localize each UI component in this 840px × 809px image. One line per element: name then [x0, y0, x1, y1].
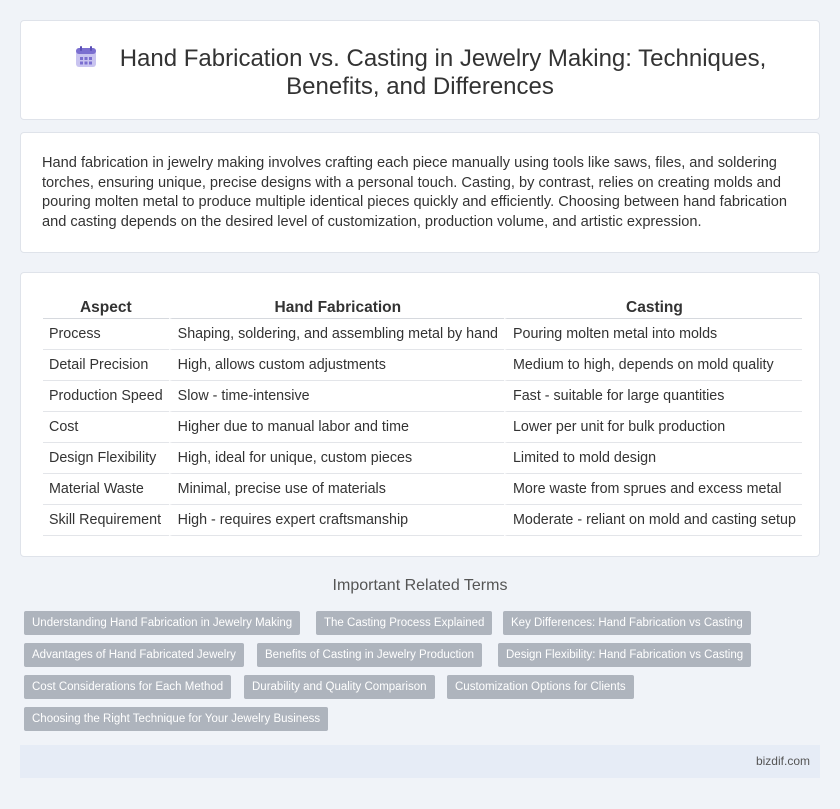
cell-casting: More waste from sprues and excess metal [504, 474, 802, 505]
related-terms-heading: Important Related Terms [332, 577, 508, 594]
related-term-tag[interactable]: Customization Options for Clients [447, 675, 634, 699]
intro-card [20, 132, 820, 253]
title-card [20, 20, 820, 120]
cell-aspect: Production Speed [43, 381, 169, 412]
cell-hand-fabrication: High - requires expert craftsmanship [169, 505, 504, 536]
table-row [43, 319, 802, 350]
title-line-2: Benefits, and Differences [286, 73, 554, 100]
cell-hand-fabrication: Higher due to manual labor and time [169, 412, 504, 443]
cell-aspect: Process [43, 319, 169, 350]
cell-aspect: Material Waste [43, 474, 169, 505]
table-row [43, 412, 802, 443]
header-casting: Casting [504, 297, 802, 319]
cell-hand-fabrication: Shaping, soldering, and assembling metal by hand [169, 319, 504, 350]
related-term-tag[interactable]: Key Differences: Hand Fabrication vs Casting [503, 611, 751, 635]
footer [20, 745, 820, 778]
cell-hand-fabrication: Minimal, precise use of materials [169, 474, 504, 505]
cell-casting: Pouring molten metal into molds [504, 319, 802, 350]
related-term-tag[interactable]: Benefits of Casting in Jewelry Production [257, 643, 482, 667]
calendar-icon [74, 45, 98, 69]
cell-hand-fabrication: Slow - time-intensive [169, 381, 504, 412]
related-term-tag[interactable]: The Casting Process Explained [316, 611, 492, 635]
table-row [43, 443, 802, 474]
title-line-1: Hand Fabrication vs. Casting in Jewelry Making: Techniques, [119, 45, 767, 72]
related-term-tag[interactable]: Durability and Quality Comparison [244, 675, 435, 699]
cell-aspect: Detail Precision [43, 350, 169, 381]
related-term-tag[interactable]: Design Flexibility: Hand Fabrication vs Casting [498, 643, 751, 667]
cell-casting: Moderate - reliant on mold and casting setup [504, 505, 802, 536]
related-term-tag[interactable]: Cost Considerations for Each Method [24, 675, 231, 699]
cell-aspect: Skill Requirement [43, 505, 169, 536]
footer-site-link[interactable]: bizdif.com [755, 754, 810, 768]
header-hand-fabrication: Hand Fabrication [169, 297, 504, 319]
table-row [43, 350, 802, 381]
cell-casting: Lower per unit for bulk production [504, 412, 802, 443]
related-term-tag[interactable]: Understanding Hand Fabrication in Jewelry Making [24, 611, 300, 635]
comparison-table [43, 297, 802, 536]
table-row [43, 505, 802, 536]
comparison-table-card [20, 272, 820, 557]
related-term-tag[interactable]: Choosing the Right Technique for Your Jewelry Business [24, 707, 328, 731]
table-header-row [43, 297, 802, 319]
related-term-tag[interactable]: Advantages of Hand Fabricated Jewelry [24, 643, 244, 667]
cell-casting: Medium to high, depends on mold quality [504, 350, 802, 381]
cell-hand-fabrication: High, ideal for unique, custom pieces [169, 443, 504, 474]
cell-casting: Limited to mold design [504, 443, 802, 474]
cell-casting: Fast - suitable for large quantities [504, 381, 802, 412]
cell-aspect: Design Flexibility [43, 443, 169, 474]
cell-aspect: Cost [43, 412, 169, 443]
cell-hand-fabrication: High, allows custom adjustments [169, 350, 504, 381]
table-row [43, 381, 802, 412]
intro-paragraph: Hand fabrication in jewelry making involves crafting each piece manually using tools like saws, files, and soldering torches, ensuring unique, precise designs with a personal touch. Casting, by contrast, relies on creating molds and pouring molten metal to produce multiple identical pieces quickly and efficiently. Choosing between hand fabrication and casting depends on the desired level of customization, production volume, and artistic expression. [42, 155, 787, 231]
table-row [43, 474, 802, 505]
header-aspect: Aspect [43, 297, 169, 319]
page-title [21, 45, 819, 101]
